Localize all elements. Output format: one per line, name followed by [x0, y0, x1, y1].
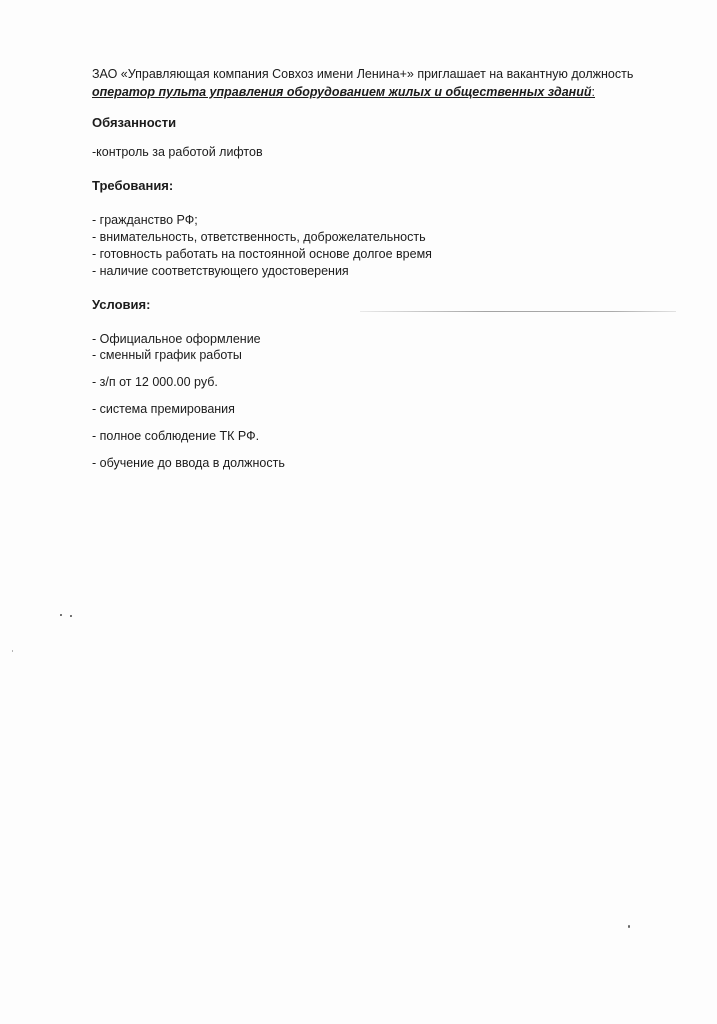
- position-title-text: оператор пульта управления оборудованием жилых и общественных зданий: [92, 85, 592, 99]
- scan-speck: [70, 615, 73, 618]
- scan-artifact-line: [360, 311, 676, 312]
- scan-speck: [12, 650, 13, 652]
- scan-speck: [60, 614, 63, 617]
- requirement-item: - готовность работать на постоянной основе долгое время: [92, 247, 432, 261]
- condition-item: - з/п от 12 000.00 руб.: [92, 375, 218, 389]
- condition-item: - сменный график работы: [92, 348, 242, 362]
- position-title: [92, 84, 595, 100]
- position-colon: :: [591, 85, 595, 99]
- requirement-item: - гражданство РФ;: [92, 213, 198, 227]
- condition-item: - система премирования: [92, 402, 235, 416]
- requirements-heading: Требования:: [92, 178, 174, 193]
- condition-item: - полное соблюдение ТК РФ.: [92, 429, 260, 443]
- conditions-heading: Условия:: [92, 297, 151, 312]
- condition-item: - Официальное оформление: [92, 332, 261, 346]
- condition-item: - обучение до ввода в должность: [92, 456, 285, 470]
- scan-speck: [628, 925, 630, 928]
- requirement-item: - наличие соответствующего удостоверения: [92, 264, 349, 278]
- duties-heading: Обязанности: [92, 115, 177, 130]
- requirement-item: - внимательность, ответственность, доброжелательность: [92, 230, 426, 244]
- duty-item: -контроль за работой лифтов: [92, 145, 263, 159]
- intro-text: ЗАО «Управляющая компания Совхоз имени Ленина+» приглашает на вакантную должность: [92, 67, 634, 81]
